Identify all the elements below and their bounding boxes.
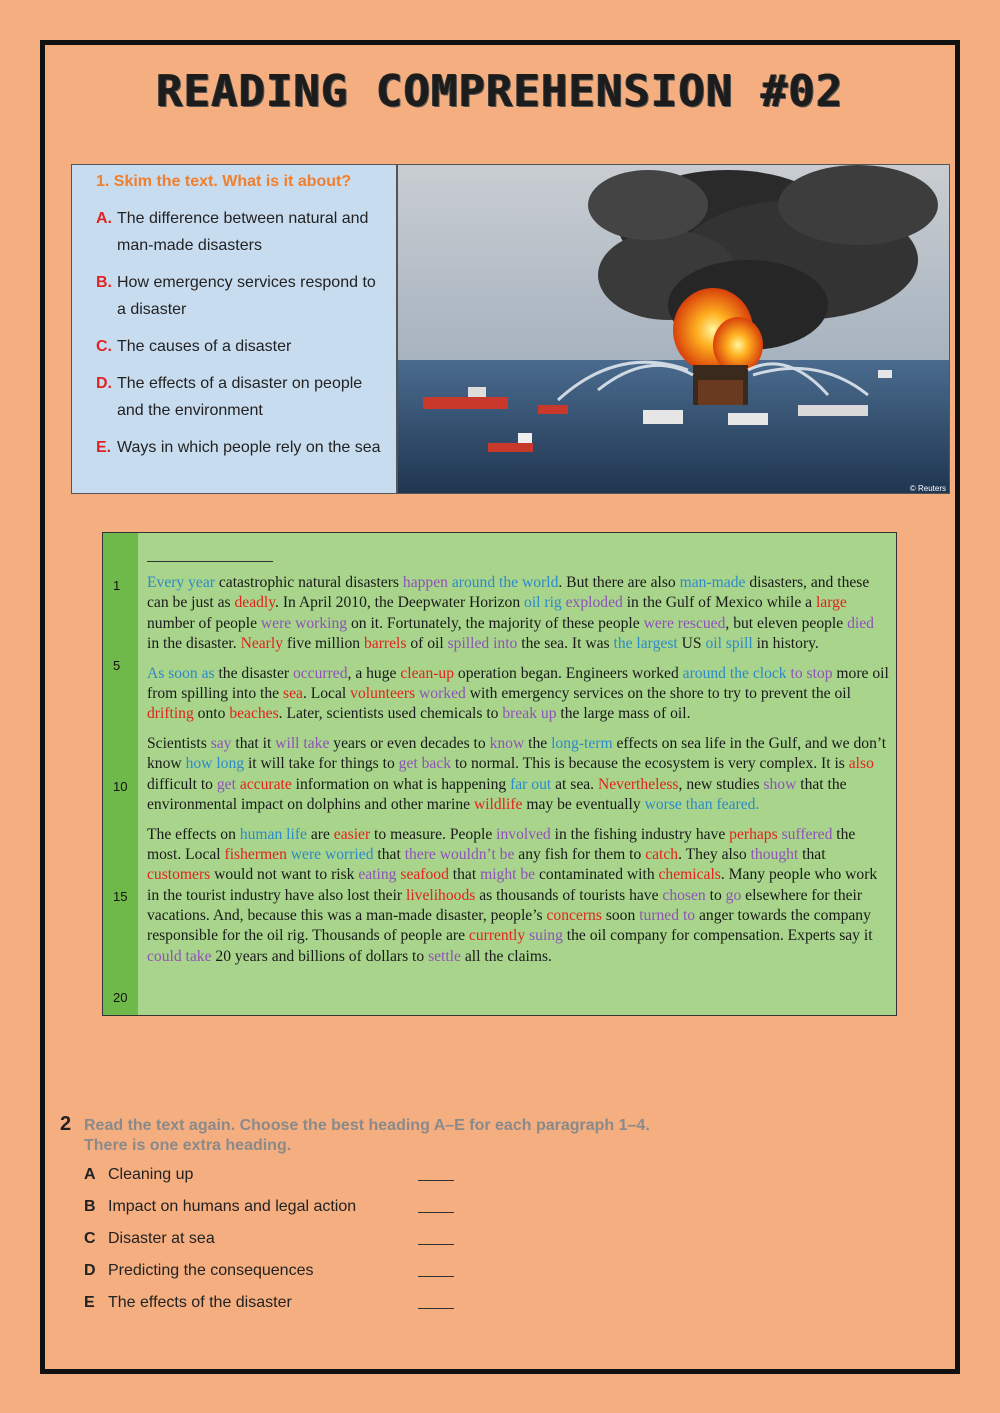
heading-d (84, 1262, 464, 1294)
photo-credit: © Reuters (909, 484, 946, 493)
question-1-box (71, 164, 397, 494)
question-1-prompt: 1. Skim the text. What is it about? (96, 173, 352, 190)
paragraph-2: As soon as the disaster occurred, a huge clean-up operation began. Engineers worked around the clock to stop more oil from spilling into the sea. Local volunteers worked with emergency services on the shore to try to prevent the oil drifting onto beaches. Later, scientists used chemicals to break up the large mass of oil. (147, 664, 889, 723)
heading-text: Predicting the consequences (108, 1262, 314, 1279)
heading-c (84, 1230, 464, 1262)
option-b[interactable] (96, 269, 386, 323)
line-number: 5 (113, 658, 121, 673)
heading-text: The effects of the disaster (108, 1294, 292, 1311)
paragraph-3: Scientists say that it will take years or even decades to know the long-term effects on sea life in the Gulf, and we don’t know how long it will take for things to get back to normal. This is because the ecosystem is very complex. It is also difficult to get accurate information on what is happening far out at sea. Nevertheless, new studies show that the environmental impact on dolphins and other marine wildlife may be eventually worse than feared. (147, 735, 887, 813)
option-text: The effects of a disaster on people and the environment (117, 375, 363, 419)
line-number: 1 (113, 578, 121, 593)
option-a[interactable] (96, 205, 386, 259)
line-number: 15 (113, 889, 128, 904)
answer-blank[interactable] (418, 1212, 454, 1213)
line-number: 10 (113, 779, 128, 794)
option-e[interactable] (96, 434, 386, 461)
heading-letter: D (84, 1262, 96, 1279)
option-letter: E. (96, 439, 112, 456)
line-number: 20 (113, 990, 128, 1005)
heading-text: Disaster at sea (108, 1230, 215, 1247)
answer-blank[interactable] (418, 1276, 454, 1277)
heading-text: Cleaning up (108, 1166, 194, 1183)
paragraph-1: Every year catastrophic natural disasters happen around the world. But there are also man-made disasters, and these can be just as deadly. In April 2010, the Deepwater Horizon oil rig exploded in the Gulf of Mexico while a large number of people were working on it. Fortunately, the majority of these people were rescued, but eleven people died in the disaster. Nearly five million barrels of oil spilled into the sea. It was the largest US oil spill in history. (147, 574, 874, 652)
question-2-number: 2 (60, 1113, 72, 1135)
option-letter: D. (96, 375, 112, 392)
option-letter: C. (96, 338, 112, 355)
heading-letter: C (84, 1230, 96, 1247)
heading-letter: E (84, 1294, 95, 1311)
answer-blank[interactable] (418, 1180, 454, 1181)
instruction-line: Read the text again. Choose the best heading A–E for each paragraph 1–4. (84, 1117, 650, 1134)
option-letter: A. (96, 210, 112, 227)
reading-text-panel (102, 532, 897, 1016)
heading-e (84, 1294, 464, 1326)
option-text: The causes of a disaster (117, 338, 292, 355)
heading-text: Impact on humans and legal action (108, 1198, 357, 1215)
heading-b (84, 1198, 464, 1230)
answer-blank[interactable] (418, 1244, 454, 1245)
paragraph-4: The effects on human life are easier to measure. People involved in the fishing industry have perhaps suffered the most. Local fishermen were worried that there wouldn’t be any fish for them to catch. They also thought that customers would not want to risk eating seafood that might be contaminated with chemicals. Many people who work in the tourist industry have also lost their livelihoods as thousands of tourists have chosen to go elsewhere for their vacations. And, because this was a man-made disaster, people’s concerns soon turned to anger towards the company responsible for the oil rig. Thousands of people are currently suing the oil company for compensation. Experts say it could take 20 years and billions of dollars to settle all the claims. (147, 825, 878, 965)
instruction-line: There is one extra heading. (84, 1137, 292, 1154)
heading-letter: A (84, 1166, 96, 1183)
title-blank[interactable] (147, 543, 273, 562)
heading-a (84, 1166, 464, 1198)
option-c[interactable] (96, 333, 386, 360)
option-text: The difference between natural and man-made disasters (117, 210, 369, 254)
line-number-gutter (103, 533, 138, 1015)
oil-rig-fire-image (397, 164, 950, 494)
reading-paragraphs (147, 573, 889, 976)
heading-letter: B (84, 1198, 96, 1215)
answer-blank[interactable] (418, 1308, 454, 1309)
page-title: READING COMPREHENSION #02 (156, 66, 844, 117)
question-2-instruction (84, 1116, 650, 1156)
heading-list (84, 1166, 464, 1326)
option-d[interactable] (96, 370, 386, 424)
option-letter: B. (96, 274, 112, 291)
option-text: Ways in which people rely on the sea (117, 439, 381, 456)
option-text: How emergency services respond to a disaster (117, 274, 376, 318)
